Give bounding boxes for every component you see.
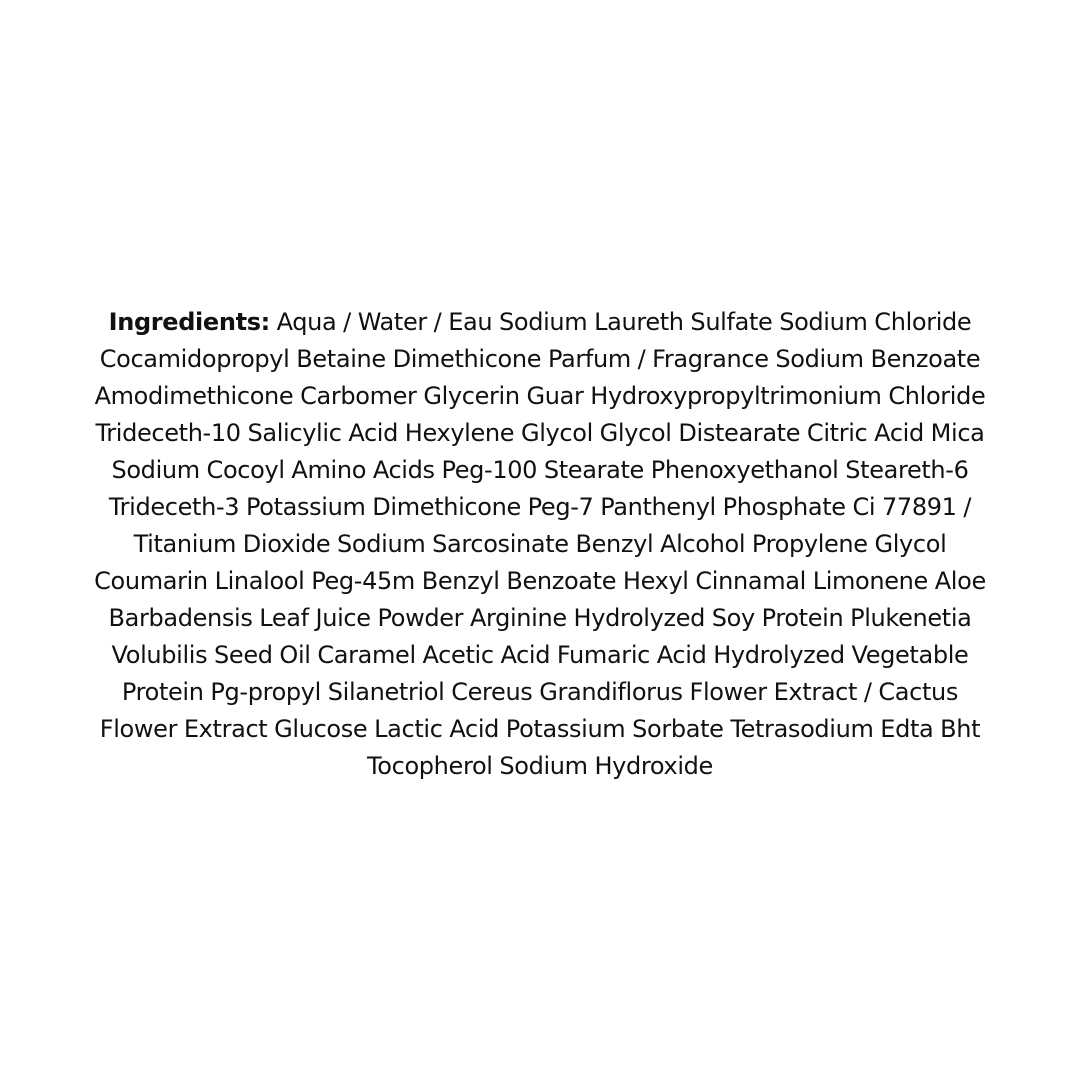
ingredients-list: Aqua / Water / Eau Sodium Laureth Sulfate Sodium Chloride Cocamidopropyl Betaine Dimethicone Parfum / Fragrance Sodium Benzoate Amodimethicone Carbomer Glycerin Guar Hydroxypropyltrimonium Chloride Trideceth-10 Salicylic Acid Hexylene Glycol Glycol Distearate Citric Acid Mica Sodium Cocoyl Amino Acids Peg-100 Stearate Phenoxyethanol Steareth-6 Trideceth-3 Potassium Dimethicone Peg-7 Panthenyl Phosphate Ci 77891 / Titanium Dioxide Sodium Sarcosinate Benzyl Alcohol Propylene Glycol Coumarin Linalool Peg-45m Benzyl Benzoate Hexyl Cinnamal Limonene Aloe Barbadensis Leaf Juice Powder Arginine Hydrolyzed Soy Protein Plukenetia Volubilis Seed Oil Caramel Acetic Acid Fumaric Acid Hydrolyzed Vegetable Protein Pg-propyl Silanetriol Cereus Grandiflorus Flower Extract / Cactus Flower Extract Glucose Lactic Acid Potassium Sorbate Tetrasodium Edta Bht Tocopherol Sodium Hydroxide xyxy=(94,308,986,780)
ingredients-paragraph xyxy=(88,304,992,785)
ingredients-label: Ingredients: xyxy=(108,308,270,336)
